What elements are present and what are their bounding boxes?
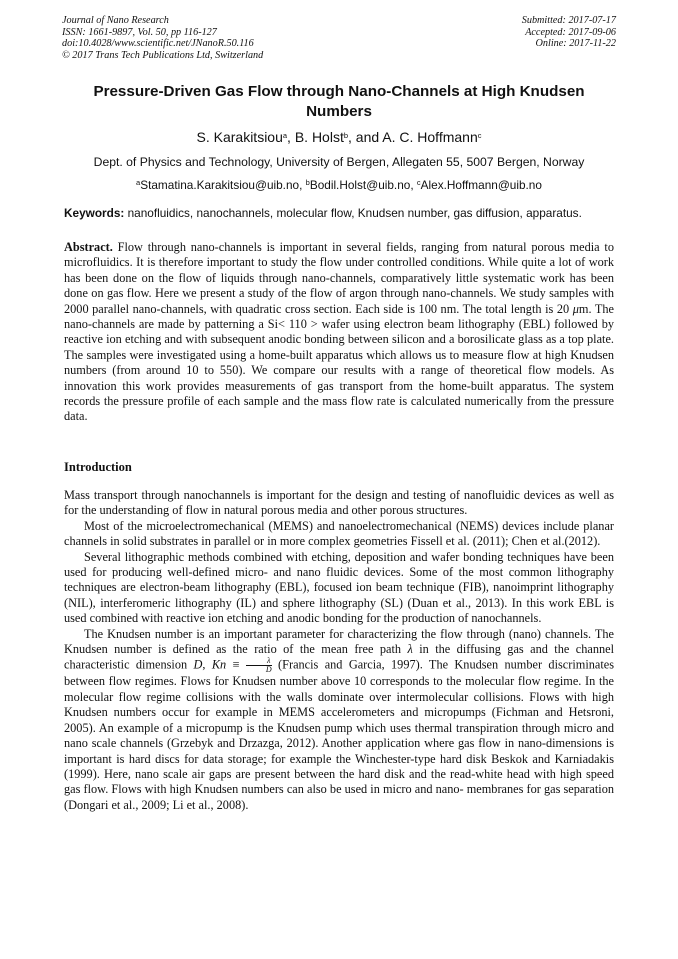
fraction-denominator: D bbox=[265, 665, 272, 675]
email-marker: b bbox=[305, 178, 310, 187]
email-link[interactable]: Bodil.Holst@uib.no bbox=[309, 178, 411, 192]
author-marker: c bbox=[477, 131, 482, 140]
author-name: A. C. Hoffmann bbox=[382, 129, 478, 145]
keywords-text: nanofluidics, nanochannels, molecular flow, Knudsen number, gas diffusion, apparatus. bbox=[127, 206, 582, 220]
abstract-text: Flow through nano-channels is important in several fields, ranging from natural porous media to microfluidics. It is therefore important to study the flow under controlled conditions. While quite a lot of work has been done on the flow of liquids through nano-channels, comparatively little systematic work has been done on gas flow. Here we present a study of the flow of argon through nano-channels. We study samples with 2000 parallel nano-channels, with quadratic cross section. Each side is 100 nm. The total length is 20 bbox=[64, 240, 614, 316]
author-emails bbox=[0, 175, 678, 193]
email-link[interactable]: Stamatina.Karakitsiou@uib.no bbox=[140, 178, 300, 192]
introduction-body bbox=[64, 488, 614, 813]
abstract-label: Abstract. bbox=[64, 240, 113, 254]
section-heading-introduction: Introduction bbox=[64, 460, 132, 474]
email-marker: a bbox=[136, 178, 141, 187]
equiv-symbol: ≡ bbox=[226, 657, 246, 672]
fraction-numerator: λ bbox=[246, 657, 272, 666]
journal-name: Journal of Nano Research bbox=[62, 15, 169, 26]
keywords-label: Keywords: bbox=[64, 206, 125, 220]
email-separator: , bbox=[299, 178, 306, 192]
paragraph-text: in the diffusing gas and the channel characteristic dimension bbox=[64, 642, 614, 672]
journal-copyright: © 2017 Trans Tech Publications Ltd, Switzerland bbox=[62, 49, 264, 61]
author-list bbox=[0, 127, 678, 146]
accepted-date: Accepted: 2017-09-06 bbox=[525, 26, 616, 38]
author-separator: , bbox=[287, 129, 295, 145]
author-marker: a bbox=[282, 131, 288, 140]
abstract-text: m. The nano-channels are made by patterning a Si bbox=[64, 301, 614, 332]
submitted-date: Submitted: 2017-07-17 bbox=[521, 15, 616, 26]
paragraph: Most of the microelectromechanical (MEMS) and nanoelectromechanical (NEMS) devices include planar channels in solid substrates in parallel or in more complex geometries Fissell et al. (2011); Chen et al.(2012). bbox=[64, 518, 614, 549]
author-marker: b bbox=[343, 131, 349, 140]
knudsen-symbol: Kn bbox=[211, 657, 227, 672]
author-name: S. Karakitsiou bbox=[196, 129, 283, 145]
knudsen-fraction bbox=[246, 657, 272, 674]
journal-info bbox=[62, 15, 263, 61]
mu-symbol: μ bbox=[572, 301, 579, 316]
email-link[interactable]: Alex.Hoffmann@uib.no bbox=[420, 178, 542, 192]
paragraph: Mass transport through nanochannels is important for the design and testing of nanofluidic devices as well as for the understanding of flow in natural porous media and other porous structures. bbox=[64, 488, 614, 518]
email-separator: , bbox=[410, 178, 417, 192]
paper-title: Pressure-Driven Gas Flow through Nano-Channels at High Knudsen Numbers bbox=[93, 83, 585, 120]
paragraph-knudsen bbox=[64, 627, 614, 813]
miller-index: < 110 > bbox=[278, 317, 318, 332]
author-name: B. Holst bbox=[294, 129, 344, 145]
keywords bbox=[64, 205, 624, 221]
lambda-symbol: λ bbox=[407, 642, 413, 657]
submission-dates bbox=[522, 15, 616, 50]
paragraph-text: The Knudsen number is an important parameter for characterizing the flow through (nano) channels. The Knudsen number is defined as the ratio of the mean free path bbox=[64, 626, 614, 657]
dimension-symbol: D bbox=[193, 657, 203, 672]
paragraph: Several lithographic methods combined with etching, deposition and wafer bonding techniques have been used for producing well-defined micro- and nano fluidic devices. Some of the most common lithography techniques are electron-beam lithography (EBL), focused ion beam technique (FIB), nanoimprint lithography (NIL), interferomeric lithography (IL) and sphere lithography (SL) (Duan et al., 2013). In this work EBL is used combined with reactive ion etching and anodic bonding for the production of nanochannels. bbox=[64, 549, 614, 626]
journal-issn: ISSN: 1661-9897, Vol. 50, pp 116-127 bbox=[62, 26, 217, 38]
abstract bbox=[64, 240, 614, 425]
author-separator: , and bbox=[348, 129, 383, 145]
abstract-text: wafer using electron beam lithography (EBL) followed by reactive ion etching and with subsequent anodic bonding between silicon and a borosilicate glass as a top plate. The samples were investigated using a home-built apparatus which allows us to measure flow at high Knudsen numbers (from around 10 to 550). We compare our results with a range of theoretical flow models. As innovation this work provides measurements of gas transport from the home-built apparatus. The system records the pressure profile of each sample and the mass flow rate is calculated numerically from the pressure data. bbox=[64, 317, 614, 424]
paragraph-text: (Francis and Garcia, 1997). The Knudsen number discriminates between flow regimes. Flows for Knudsen number above 10 corresponds to the molecular flow regime. In the molecular flow regime collisions with the walls dominate over intermolecular collisions. Flows with high Knudsen numbers occur for example in MEMS accelerometers and micropumps (Fichman and Hetsroni, 2005). An example of a micropump is the Knudsen pump which uses thermal transpiration through micro and nano scale channels (Grzebyk and Drzazga, 2012). Another application where gas flow in nano-dimensions is important is hard discs for data storage; for example the Winchester-type hard disk Beskok and Karniadakis (1999). Here, nano scale air gaps are present between the hard disk and the read-white head with high speed gas flow. Flows with high Knudsen numbers can also be used in micro and nano- membranes for gas separation (Dongari et al., 2009; Li et al., 2008). bbox=[64, 657, 614, 812]
email-marker: c bbox=[416, 178, 421, 187]
online-date: Online: 2017-11-22 bbox=[535, 38, 616, 50]
journal-doi: doi:10.4028/www.scientific.net/JNanoR.50.116 bbox=[62, 38, 254, 50]
paragraph-text: , bbox=[202, 657, 212, 672]
affiliation: Dept. of Physics and Technology, University of Bergen, Allegaten 55, 5007 Bergen, Norway bbox=[93, 155, 585, 169]
